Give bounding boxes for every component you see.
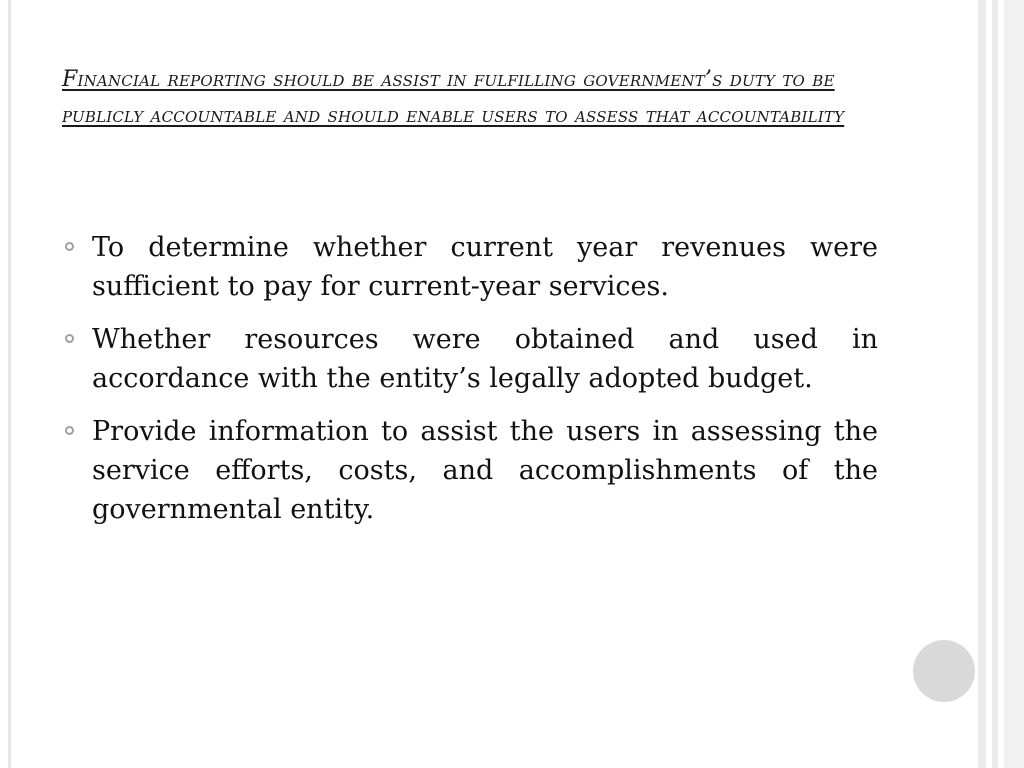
bullet-text: Provide information to assist the users in assessing the service efforts, costs, and accomplishments of the governmental entity.	[92, 416, 878, 525]
bullet-text: To determine whether current year revenues were sufficient to pay for current-year services.	[92, 232, 878, 302]
left-border-line	[8, 0, 11, 768]
decorative-circle	[913, 640, 975, 702]
right-decor-bar	[992, 0, 998, 768]
bullet-text: Whether resources were obtained and used in accordance with the entity’s legally adopted budget.	[92, 324, 878, 394]
right-decor-bar	[978, 0, 986, 768]
bullet-item	[64, 320, 878, 398]
bullet-item	[64, 412, 878, 529]
bullet-icon	[65, 242, 74, 251]
bullet-icon	[65, 334, 74, 343]
bullet-list	[64, 228, 878, 543]
bullet-item	[64, 228, 878, 306]
bullet-icon	[65, 426, 74, 435]
right-decor-bar	[1004, 0, 1024, 768]
slide-title: Financial reporting should be assist in fulfilling government’s duty to be publicly accountable and should enable users to assess that accountability	[62, 67, 845, 128]
